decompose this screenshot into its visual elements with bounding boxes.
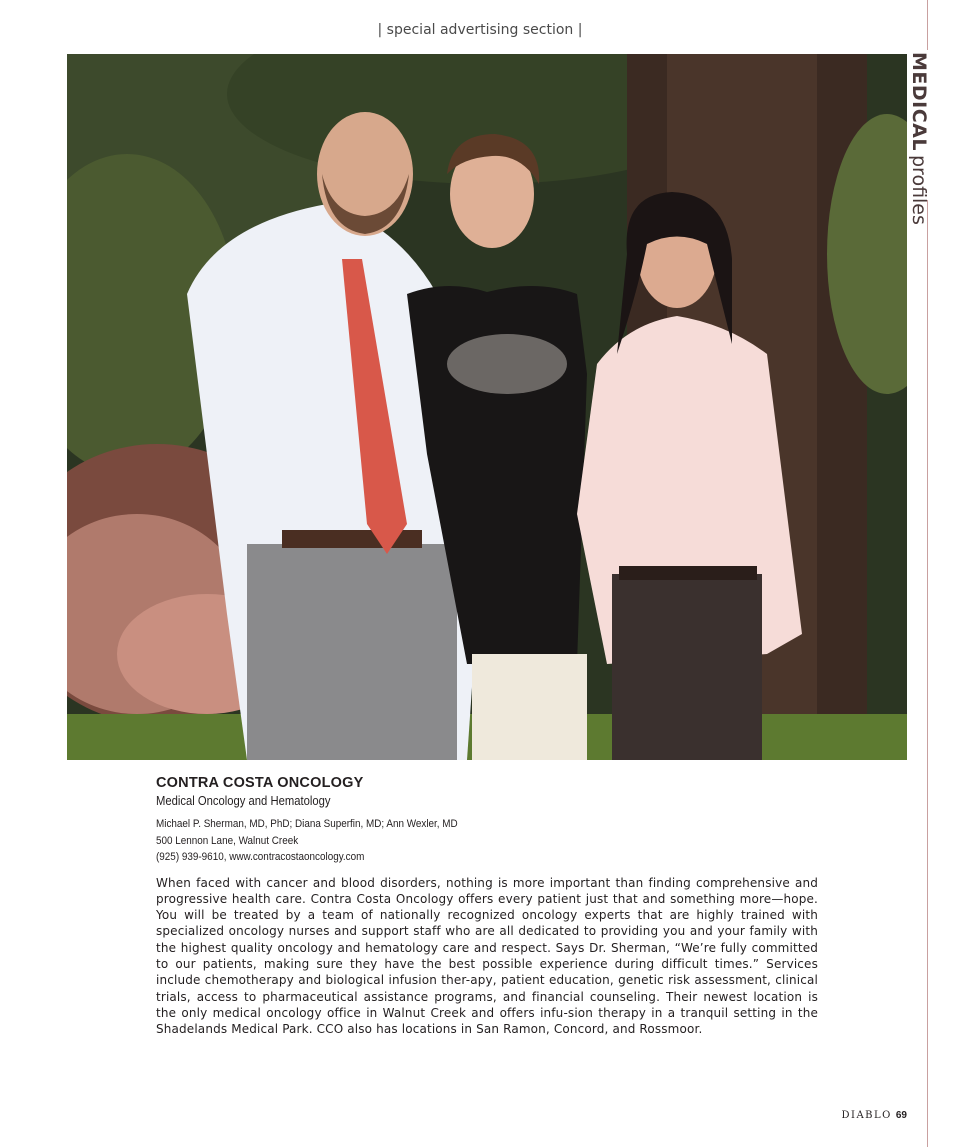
group-photo — [67, 54, 907, 760]
contact-info — [156, 816, 752, 866]
side-label-light: profiles — [908, 154, 930, 225]
profile-body: When faced with cancer and blood disorders, nothing is more important than finding comprehensive and progressive health care. Contra Costa Oncology offers every patient just that and something more—hope. You will be treated by a team of nationally recognized oncology experts that are highly trained with specialized oncology nurses and support staff who are all dedicated to providing you and your family with the highest quality oncology and hematology care and respect. Says Dr. Sherman, “We’re fully committed to our patients, making sure they have the best possible experience during difficult times.” Services include chemotherapy and biological infusion ther-apy, patient education, genetic risk assessment, clinical trials, access to pharmaceutical assistance programs, and financial counseling. Their newest location is the only medical oncology office in Walnut Creek and offers infu-sion therapy in a tranquil setting in the Shadelands Medical Park. CCO also has locations in San Ramon, Concord, and Rossmoor. — [156, 875, 818, 1037]
doctors-line: Michael P. Sherman, MD, PhD; Diana Superfin, MD; Ann Wexler, MD — [156, 818, 458, 830]
magazine-name: DIABLO — [841, 1110, 892, 1121]
section-tab-label — [908, 52, 930, 225]
profile-block — [156, 775, 818, 1037]
phone-web-line: (925) 939-9610, www.contracostaoncology.com — [156, 851, 365, 863]
page-footer — [841, 1110, 907, 1121]
specialty: Medical Oncology and Hematology — [156, 794, 331, 808]
page-number: 69 — [895, 1110, 907, 1121]
address-line: 500 Lennon Lane, Walnut Creek — [156, 834, 299, 847]
section-header: | special advertising section | — [377, 22, 583, 38]
side-label-bold: MEDICAL — [908, 52, 930, 151]
org-name: CONTRA COSTA ONCOLOGY — [156, 775, 364, 791]
